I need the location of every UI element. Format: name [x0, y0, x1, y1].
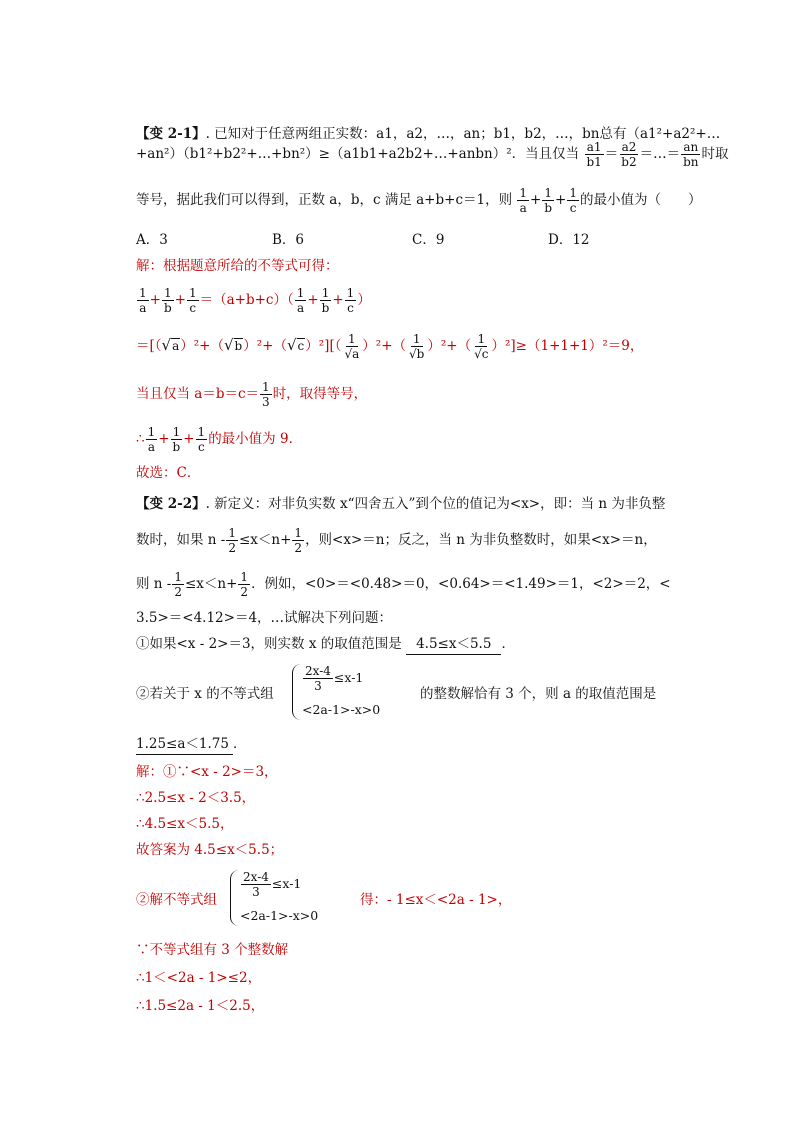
q1-answer-blank: 4.5≤x＜5.5: [406, 634, 501, 655]
p2-tag: 【变 2-2】: [136, 496, 206, 512]
p1-line3: 等号，据此我们可以得到，正数 a，b，c 满足 a+b+c＝1，则 $\frac{1}{a}$ + $\frac{1}{b}$ + $\frac{1}{c}$ 的最小值为（ ）: [136, 186, 702, 215]
option-b: B．6: [272, 232, 305, 248]
p1-line2: +an²）（b1²+b2²+…+bn²）≥（a1b1+a2b2+…+anbn）²．当且仅当 $\frac{a1}{b1}$ ＝ $\frac{a2}{b2}$ ＝…＝ $\frac{an}{bn}$ 时取: [136, 140, 729, 169]
solution-system-line1: $\frac{2x-4}{3}$ ≤x-1: [243, 870, 302, 899]
p2-line4: 3.5>＝<4.12>＝4，…试解决下列问题：: [136, 610, 393, 626]
q2-answer-blank: 1.25≤a＜1.75: [136, 734, 233, 755]
p2-sol-7: ∴1＜<2a - 1>≤2，: [136, 970, 262, 986]
p1-line1-text: . 已知对于任意两组正实数：a1，a2，…，an；b1，b2，…，bn总有（a1²+a2²+…: [205, 126, 721, 142]
solution-system-line2: <2a-1>-x>0: [240, 908, 319, 923]
p2-sol-3: ∴4.5≤x＜5.5，: [136, 816, 234, 832]
p1-solution-line2: ＝[（√a）²+（√b）²+（√c）²][（ $\frac{1}{√a}$ ）²+（ $\frac{1}{√b}$ ）²+（ $\frac{1}{√c}$ ）²]≥（1+1+1）²＝9，: [136, 332, 644, 361]
p1-line3-head: 等号，据此我们可以得到，正数 a，b，c 满足 a+b+c＝1，则: [136, 192, 513, 208]
frac-a2-b2: $\frac{a2}{b2}$: [621, 140, 637, 169]
frac-a1-b1: $\frac{a1}{b1}$: [586, 140, 602, 169]
p1-tag: 【变 2-1】: [136, 126, 206, 142]
system-line2: <2a-1>-x>0: [302, 702, 381, 717]
p1-line2-text: +an²）（b1²+b2²+…+bn²）≥（a1b1+a2b2+…+anbn）²．当且仅当: [136, 146, 580, 162]
p2-question2-answer: 1.25≤a＜1.75 ．: [136, 734, 246, 755]
p2-sol-1: 解：①∵<x - 2>＝3，: [136, 764, 278, 780]
p1-solution-line4: ∴ $\frac{1}{a}$ + $\frac{1}{b}$ + $\frac{1}{c}$ 的最小值为 9．: [136, 425, 303, 454]
p1-solution-line3: 当且仅当 a＝b＝c＝ $\frac{1}{3}$ 时，取得等号，: [136, 380, 368, 409]
p2-sol-2: ∴2.5≤x - 2＜3.5，: [136, 790, 256, 806]
frac-1-b: $\frac{1}{b}$: [544, 186, 553, 215]
p2-question2-head: ②若关于 x 的不等式组: [136, 686, 274, 702]
p1-solution-line1: $\frac{1}{a}$ + $\frac{1}{b}$ + $\frac{1}{c}$ ＝（a+b+c）（ $\frac{1}{a}$ + $\frac{1}{b}$ + $\frac{1}{c}$ ）: [139, 286, 371, 315]
p2-sol-4: 故答案为 4.5≤x＜5.5；: [136, 842, 284, 858]
p2-question1: ①如果<x - 2>＝3，则实数 x 的取值范围是 4.5≤x＜5.5 ．: [136, 634, 515, 655]
p2-sol-5-head: ②解不等式组: [136, 892, 217, 908]
p2-question2-tail: 的整数解恰有 3 个，则 a 的取值范围是: [420, 686, 657, 702]
system-brace: [292, 664, 301, 720]
frac-1-c: $\frac{1}{c}$: [569, 186, 577, 215]
option-a: A．3: [136, 232, 168, 248]
option-c: C．9: [412, 232, 445, 248]
p1-solution-title: 解：根据题意所给的不等式可得：: [136, 258, 339, 274]
solution-system-brace: [230, 870, 239, 926]
p2-sol-5-tail: 得：- 1≤x＜<2a - 1>，: [360, 892, 512, 908]
p1-line2-tail: 时取: [701, 146, 729, 162]
system-line1: $\frac{2x-4}{3}$ ≤x-1: [305, 664, 364, 693]
option-d: D．12: [548, 232, 590, 248]
p1-line3-tail: 的最小值为（ ）: [579, 192, 702, 208]
frac-1-a: $\frac{1}{a}$: [519, 186, 528, 215]
p2-line1: 【变 2-2】. 新定义：对非负实数 x“四舍五入”到个位的值记为<x>，即：当 n 为非负整: [136, 496, 666, 512]
p2-line2: 数时，如果 n - $\frac{1}{2}$ ≤x＜n+ $\frac{1}{2}$ ，则<x>＝n；反之，当 n 为非负整数时，如果<x>＝n，: [136, 526, 657, 555]
p2-sol-8: ∴1.5≤2a - 1＜2.5，: [136, 998, 265, 1014]
p2-sol-6: ∵不等式组有 3 个整数解: [136, 942, 289, 958]
p1-answer: 故选：C．: [136, 465, 201, 481]
p2-line3: 则 n - $\frac{1}{2}$ ≤x＜n+ $\frac{1}{2}$ ．例如，<0>＝<0.48>＝0，<0.64>＝<1.49>＝1，<2>＝2，<: [136, 570, 671, 599]
frac-an-bn: $\frac{an}{bn}$: [683, 140, 699, 169]
